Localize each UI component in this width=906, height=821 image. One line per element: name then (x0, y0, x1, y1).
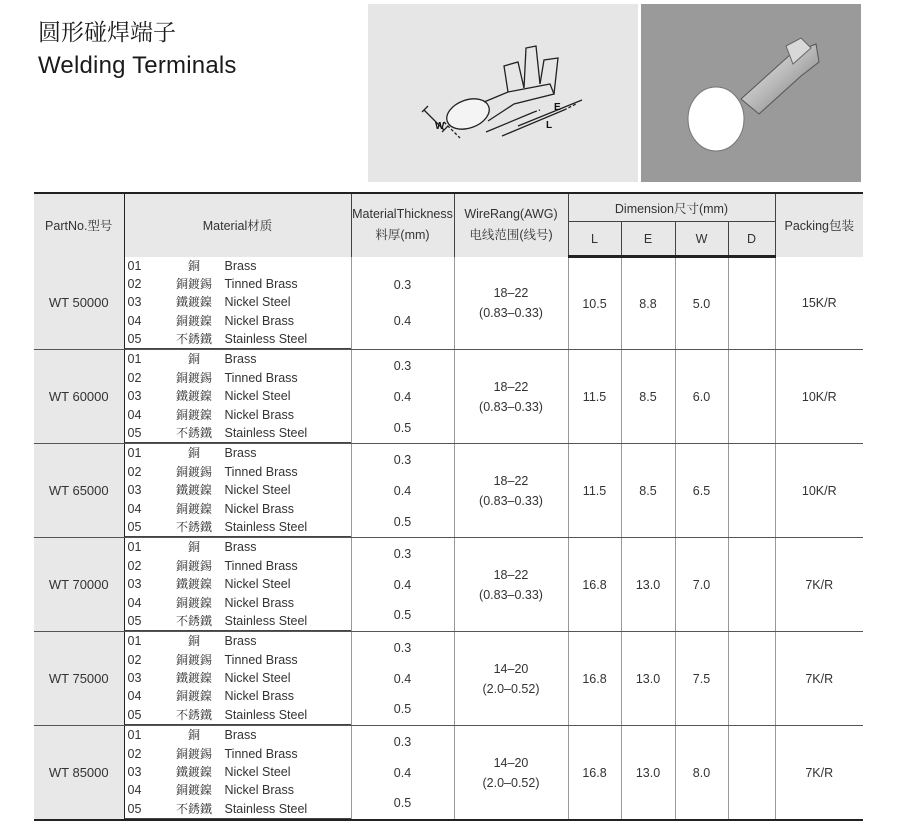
material-name-en: Brass (224, 352, 257, 367)
material-code: 03 (127, 389, 142, 404)
thickness-value: 0.5 (393, 702, 412, 717)
material-code: 05 (127, 613, 142, 628)
dim-l-value: 10.5 (568, 257, 621, 350)
packing-value: 10K/R (775, 444, 863, 538)
material-list (125, 538, 351, 631)
material-item (125, 763, 351, 781)
thickness-value: 0.4 (393, 671, 412, 686)
material-name-en: Tinned Brass (224, 652, 298, 667)
material-name-cn: 不銹鐵 (175, 801, 212, 816)
material-name-en: Stainless Steel (224, 519, 308, 534)
welding-terminal-drawing-icon (368, 4, 638, 182)
material-name-cn: 銅鍍錫 (175, 464, 212, 479)
material-name-en: Tinned Brass (224, 558, 298, 573)
dim-w-value: 6.0 (675, 350, 728, 444)
material-list (125, 444, 351, 537)
material-list (125, 257, 351, 350)
header-wire-line1: WireRang(AWG) (464, 207, 558, 222)
material-name-en: Brass (224, 634, 257, 649)
material-name-en: Nickel Brass (224, 407, 294, 422)
material-item (125, 669, 351, 687)
packing-value: 7K/R (775, 726, 863, 820)
material-name-cn: 銅 (187, 634, 200, 649)
material-item (125, 481, 351, 499)
label-l: L (546, 120, 553, 131)
thickness-cell (351, 444, 454, 538)
terminal-photo-image (641, 4, 861, 182)
material-name-en: Nickel Steel (224, 577, 291, 592)
thickness-cell (351, 632, 454, 726)
part-number: WT 85000 (34, 726, 124, 820)
wire-range-cell (454, 632, 568, 726)
thickness-value: 0.3 (393, 735, 412, 750)
material-item (125, 463, 351, 481)
thickness-value: 0.5 (393, 420, 412, 435)
label-w: W (435, 121, 445, 132)
wire-range-cell (454, 538, 568, 632)
material-code: 02 (127, 746, 142, 761)
material-cell (124, 632, 351, 726)
thickness-value: 0.3 (393, 359, 412, 374)
material-code: 01 (127, 446, 142, 461)
header-material: Material材质 (124, 193, 351, 257)
part-number: WT 50000 (34, 257, 124, 350)
material-name-cn: 鐵鍍鎳 (175, 577, 212, 592)
packing-value: 7K/R (775, 538, 863, 632)
material-name-en: Brass (224, 446, 257, 461)
dim-d-value (728, 444, 775, 538)
material-code: 03 (127, 295, 142, 310)
thickness-value: 0.5 (393, 796, 412, 811)
material-name-cn: 銅鍍鎳 (175, 313, 212, 328)
material-cell (124, 726, 351, 820)
dim-e-value: 8.5 (621, 444, 675, 538)
material-name-cn: 不銹鐵 (175, 707, 212, 722)
dim-e-value: 8.8 (621, 257, 675, 350)
dim-e-value: 8.5 (621, 350, 675, 444)
material-cell (124, 257, 351, 350)
material-name-cn: 銅 (187, 728, 200, 743)
material-item (125, 575, 351, 593)
material-name-cn: 銅 (187, 352, 200, 367)
material-item (125, 726, 351, 744)
material-name-en: Brass (224, 540, 257, 555)
thickness-value: 0.3 (393, 547, 412, 562)
material-item (125, 518, 351, 537)
material-name-en: Brass (224, 258, 257, 273)
thickness-cell (351, 538, 454, 632)
part-number: WT 60000 (34, 350, 124, 444)
material-name-en: Nickel Brass (224, 689, 294, 704)
header-thickness-line2: 料厚(mm) (375, 228, 430, 243)
packing-value: 7K/R (775, 632, 863, 726)
dim-l-value: 16.8 (568, 726, 621, 820)
material-name-cn: 銅鍍錫 (175, 652, 212, 667)
header-wire-line2: 电线范围(线号) (469, 228, 553, 243)
material-code: 05 (127, 332, 142, 347)
material-code: 04 (127, 595, 142, 610)
thickness-cell (351, 257, 454, 350)
header-dim-d: D (728, 222, 775, 257)
material-cell (124, 350, 351, 444)
material-item (125, 387, 351, 405)
material-name-cn: 鐵鍍鎳 (175, 671, 212, 686)
material-code: 04 (127, 501, 142, 516)
wire-range-cell (454, 350, 568, 444)
wire-awg: 18–22 (493, 567, 529, 582)
material-name-en: Nickel Brass (224, 595, 294, 610)
thickness-cell (351, 350, 454, 444)
material-name-en: Brass (224, 728, 257, 743)
material-name-cn: 銅 (187, 446, 200, 461)
thickness-value: 0.4 (393, 389, 412, 404)
material-name-en: Stainless Steel (224, 613, 308, 628)
thickness-cell (351, 726, 454, 820)
material-code: 02 (127, 370, 142, 385)
dim-l-value: 11.5 (568, 444, 621, 538)
thickness-value: 0.4 (393, 577, 412, 592)
label-e: E (554, 102, 561, 113)
material-code: 04 (127, 313, 142, 328)
material-list (125, 632, 351, 725)
material-item (125, 312, 351, 330)
dim-l-value: 11.5 (568, 350, 621, 444)
page-title-cn: 圆形碰焊端子 (38, 20, 176, 46)
material-name-cn: 鐵鍍鎳 (175, 389, 212, 404)
material-item (125, 706, 351, 725)
material-item (125, 444, 351, 462)
material-item (125, 557, 351, 575)
material-item (125, 632, 351, 650)
material-name-cn: 銅鍍錫 (175, 746, 212, 761)
table-row (34, 444, 863, 538)
wire-mm: (0.83–0.33) (479, 305, 543, 320)
dim-l-value: 16.8 (568, 538, 621, 632)
table-row (34, 257, 863, 350)
header-wire (454, 193, 568, 257)
header-dim-e: E (621, 222, 675, 257)
thickness-value: 0.4 (393, 765, 412, 780)
material-code: 01 (127, 258, 142, 273)
material-name-en: Nickel Steel (224, 765, 291, 780)
thickness-value: 0.3 (393, 278, 412, 293)
material-cell (124, 444, 351, 538)
material-item (125, 424, 351, 443)
material-name-cn: 銅鍍錫 (175, 276, 212, 291)
header-packing: Packing包装 (775, 193, 863, 257)
part-number: WT 75000 (34, 632, 124, 726)
material-item (125, 781, 351, 799)
material-item (125, 350, 351, 368)
part-number: WT 70000 (34, 538, 124, 632)
dim-e-value: 13.0 (621, 632, 675, 726)
material-name-en: Tinned Brass (224, 370, 298, 385)
header-dim-w: W (675, 222, 728, 257)
wire-mm: (0.83–0.33) (479, 493, 543, 508)
wire-mm: (0.83–0.33) (479, 587, 543, 602)
wire-awg: 18–22 (493, 379, 529, 394)
material-item (125, 406, 351, 424)
dim-d-value (728, 632, 775, 726)
header-thickness (351, 193, 454, 257)
material-item (125, 500, 351, 518)
thickness-value: 0.5 (393, 608, 412, 623)
dim-w-value: 7.5 (675, 632, 728, 726)
material-code: 02 (127, 558, 142, 573)
wire-range-cell (454, 726, 568, 820)
wire-awg: 18–22 (493, 473, 529, 488)
dim-l-value: 16.8 (568, 632, 621, 726)
dim-d-value (728, 726, 775, 820)
material-code: 02 (127, 464, 142, 479)
material-name-en: Tinned Brass (224, 276, 298, 291)
material-code: 01 (127, 728, 142, 743)
material-name-en: Stainless Steel (224, 332, 308, 347)
material-name-cn: 不銹鐵 (175, 613, 212, 628)
material-code: 01 (127, 634, 142, 649)
material-code: 03 (127, 671, 142, 686)
material-item (125, 594, 351, 612)
material-name-cn: 不銹鐵 (175, 332, 212, 347)
material-code: 04 (127, 407, 142, 422)
material-code: 01 (127, 540, 142, 555)
header-dimension: Dimension尺寸(mm) (568, 193, 775, 222)
material-name-cn: 銅 (187, 540, 200, 555)
terminal-drawing-image (368, 4, 638, 182)
dim-w-value: 5.0 (675, 257, 728, 350)
dim-e-value: 13.0 (621, 538, 675, 632)
thickness-value: 0.4 (393, 313, 412, 328)
material-name-en: Nickel Steel (224, 295, 291, 310)
wire-awg: 18–22 (493, 285, 529, 300)
material-name-cn: 鐵鍍鎳 (175, 765, 212, 780)
material-name-cn: 鐵鍍鎳 (175, 483, 212, 498)
material-code: 02 (127, 652, 142, 667)
thickness-value: 0.3 (393, 453, 412, 468)
thickness-value: 0.5 (393, 514, 412, 529)
material-item (125, 275, 351, 293)
table-row (34, 726, 863, 820)
packing-value: 10K/R (775, 350, 863, 444)
dim-d-value (728, 257, 775, 350)
header-thickness-line1: MaterialThickness (352, 207, 453, 222)
material-code: 05 (127, 519, 142, 534)
material-item (125, 800, 351, 819)
material-list (125, 726, 351, 819)
material-code: 05 (127, 426, 142, 441)
material-name-en: Nickel Brass (224, 501, 294, 516)
packing-value: 15K/R (775, 257, 863, 350)
wire-range-cell (454, 444, 568, 538)
wire-mm: (2.0–0.52) (482, 775, 540, 790)
material-code: 04 (127, 689, 142, 704)
material-name-cn: 銅鍍鎳 (175, 407, 212, 422)
material-cell (124, 538, 351, 632)
dim-d-value (728, 538, 775, 632)
wire-awg: 14–20 (493, 661, 529, 676)
material-item (125, 330, 351, 349)
wire-mm: (2.0–0.52) (482, 681, 540, 696)
material-item (125, 612, 351, 631)
material-name-en: Tinned Brass (224, 746, 298, 761)
material-name-en: Nickel Steel (224, 483, 291, 498)
material-code: 03 (127, 765, 142, 780)
wire-mm: (0.83–0.33) (479, 399, 543, 414)
dim-w-value: 7.0 (675, 538, 728, 632)
table-row (34, 350, 863, 444)
dim-e-value: 13.0 (621, 726, 675, 820)
material-name-cn: 銅鍍鎳 (175, 501, 212, 516)
spec-table (34, 192, 863, 821)
header-dim-l: L (568, 222, 621, 257)
material-code: 03 (127, 483, 142, 498)
material-name-cn: 鐵鍍鎳 (175, 295, 212, 310)
material-name-en: Nickel Steel (224, 671, 291, 686)
dim-d-value (728, 350, 775, 444)
material-name-cn: 銅鍍錫 (175, 370, 212, 385)
welding-terminal-photo-icon (641, 4, 861, 182)
wire-awg: 14–20 (493, 755, 529, 770)
thickness-value: 0.3 (393, 641, 412, 656)
wire-range-cell (454, 257, 568, 350)
material-item (125, 745, 351, 763)
material-name-en: Stainless Steel (224, 801, 308, 816)
material-code: 04 (127, 783, 142, 798)
material-name-en: Tinned Brass (224, 464, 298, 479)
material-name-cn: 銅鍍鎳 (175, 595, 212, 610)
material-name-en: Stainless Steel (224, 707, 308, 722)
dim-w-value: 8.0 (675, 726, 728, 820)
material-name-cn: 銅鍍鎳 (175, 783, 212, 798)
material-name-en: Nickel Brass (224, 783, 294, 798)
material-item (125, 369, 351, 387)
material-name-cn: 銅鍍鎳 (175, 689, 212, 704)
material-item (125, 538, 351, 556)
material-name-cn: 不銹鐵 (175, 519, 212, 534)
page-title-en: Welding Terminals (38, 52, 237, 79)
material-name-en: Nickel Brass (224, 313, 294, 328)
material-code: 05 (127, 801, 142, 816)
table-row (34, 538, 863, 632)
table-row (34, 632, 863, 726)
thickness-value: 0.4 (393, 483, 412, 498)
material-name-cn: 銅 (187, 258, 200, 273)
material-name-cn: 不銹鐵 (175, 426, 212, 441)
material-code: 02 (127, 276, 142, 291)
material-code: 01 (127, 352, 142, 367)
dim-w-value: 6.5 (675, 444, 728, 538)
header-part: PartNo.型号 (34, 193, 124, 257)
part-number: WT 65000 (34, 444, 124, 538)
material-name-cn: 銅鍍錫 (175, 558, 212, 573)
material-name-en: Stainless Steel (224, 426, 308, 441)
material-name-en: Nickel Steel (224, 389, 291, 404)
material-item (125, 293, 351, 311)
material-item (125, 651, 351, 669)
material-code: 03 (127, 577, 142, 592)
material-list (125, 350, 351, 443)
material-item (125, 687, 351, 705)
material-code: 05 (127, 707, 142, 722)
material-item (125, 257, 351, 275)
